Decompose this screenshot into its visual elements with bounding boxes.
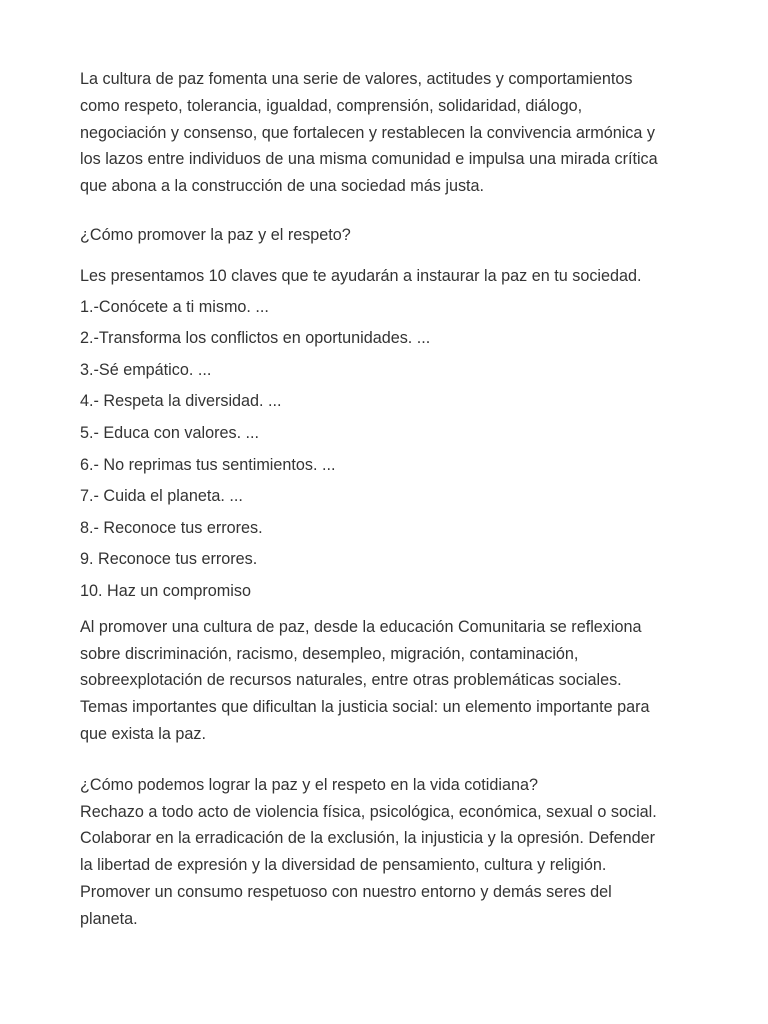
question-heading: ¿Cómo promover la paz y el respeto?: [80, 225, 351, 244]
list-item: 7.- Cuida el planeta. ...: [80, 487, 243, 506]
keys-list: [80, 294, 700, 605]
list-item: 1.-Conócete a ti mismo. ...: [80, 297, 269, 316]
education-paragraph: Al promover una cultura de paz, desde la educación Comunitaria se reflexiona sobre discriminación, racismo, desempleo, migración, contaminación, sobreexplotación de recursos naturales, entre otras problemáticas sociales. Temas importantes que dificultan la justicia social: un elemento importante para que exista la paz.: [80, 617, 650, 743]
document-page: [80, 66, 700, 932]
intro-paragraph: La cultura de paz fomenta una serie de valores, actitudes y comportamientos como respeto, tolerancia, igualdad, comprensión, solidaridad, diálogo, negociación y consenso, que fortalecen y restablecen la convivencia armónica y los lazos entre individuos de una misma comunidad e impulsa una mirada crítica que abona a la construcción de una sociedad más justa.: [80, 70, 658, 196]
list-item: 9. Reconoce tus errores.: [80, 550, 258, 569]
daily-life-paragraph: ¿Cómo podemos lograr la paz y el respeto en la vida cotidiana? Rechazo a todo acto de violencia física, psicológica, económica, sexual o social. Colaborar en la erradicación de la exclusión, la injusticia y la opresión. Defender la libertad de expresión y la diversidad de pensamiento, cultura y religión. Promover un consumo respetuoso con nuestro entorno y demás seres del planeta.: [80, 775, 657, 928]
list-item: 3.-Sé empático. ...: [80, 360, 212, 379]
keys-intro: Les presentamos 10 claves que te ayudarán a instaurar la paz en tu sociedad.: [80, 266, 642, 285]
list-item: 4.- Respeta la diversidad. ...: [80, 392, 282, 411]
list-item: 8.- Reconoce tus errores.: [80, 518, 263, 537]
list-item: 5.- Educa con valores. ...: [80, 423, 260, 442]
list-item: 6.- No reprimas tus sentimientos. ...: [80, 455, 336, 474]
list-item: 2.-Transforma los conflictos en oportunidades. ...: [80, 329, 431, 348]
list-item: 10. Haz un compromiso: [80, 581, 251, 600]
